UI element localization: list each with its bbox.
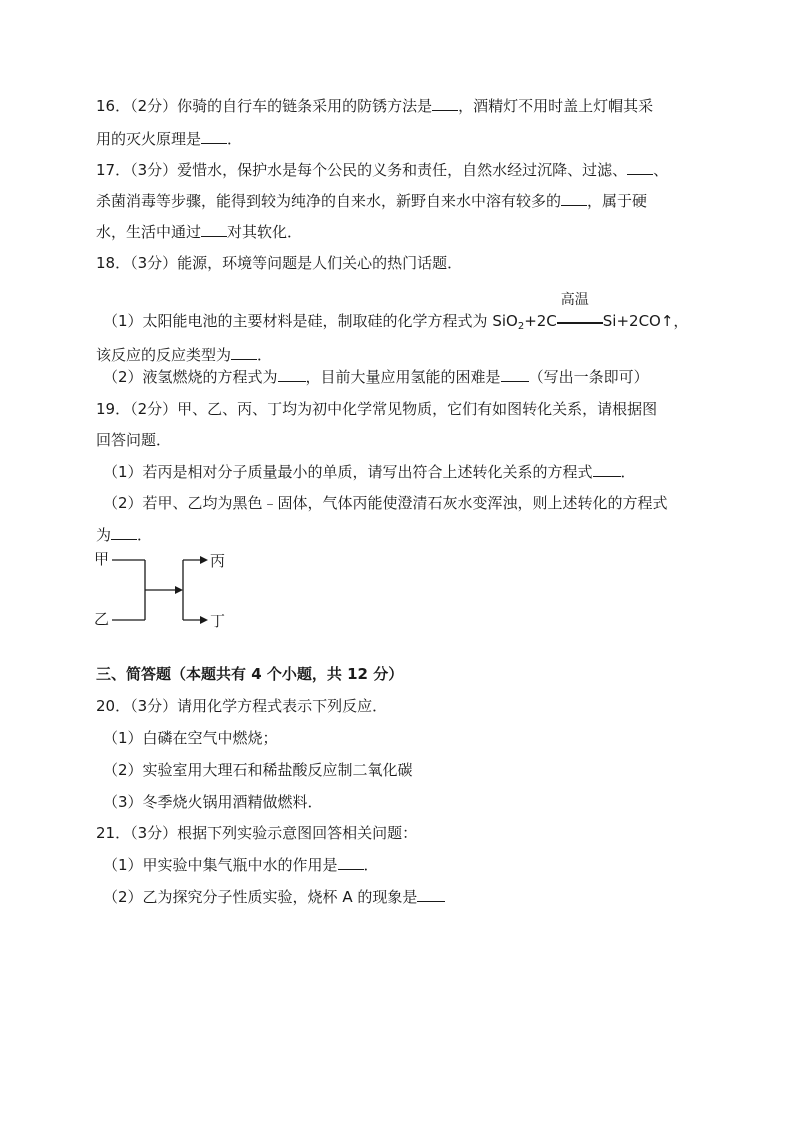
section-heading: 三、简答题（本题共有 4 个小题，共 12 分）	[96, 665, 404, 683]
q19-intro-line1: 19．（2分）甲、乙、丙、丁均为初中化学常见物质，它们有如图转化关系，请根据图	[96, 400, 658, 418]
q21-part1	[103, 855, 379, 875]
q19-text: （1）若丙是相对分子质量最小的单质，请写出符合上述转化关系的方程式	[103, 463, 593, 481]
q17-line1	[96, 160, 668, 180]
q21-text: （2）乙为探究分子性质实验，烧杯 A 的现象是	[103, 888, 418, 906]
q21-part2	[103, 887, 445, 907]
q17-text: 水，生活中通过	[96, 223, 202, 241]
q18-intro: 18．（3分）能源，环境等问题是人们关心的热门话题．	[96, 254, 463, 272]
reaction-condition	[557, 292, 603, 326]
q20-part1: （1）白磷在空气中燃烧；	[103, 729, 278, 747]
q17-text: 杀菌消毒等步骤，能得到较为纯净的自来水，新野自来水中溶有较多的	[96, 192, 562, 210]
q18-text: ，目前大量应用氢能的困难是	[305, 368, 501, 386]
q19-part2-line2	[96, 525, 152, 545]
q19-text: 为	[96, 526, 112, 544]
q17-text: ，属于硬	[587, 192, 648, 210]
answer-blank	[111, 525, 137, 540]
q21-text: ．	[363, 856, 379, 874]
answer-blank	[338, 855, 364, 870]
answer-blank	[278, 367, 306, 382]
q19-text: ．	[137, 526, 153, 544]
q21-intro: 21．（3分）根据下列实验示意图回答相关问题：	[96, 824, 418, 842]
conversion-diagram	[90, 546, 250, 632]
answer-blank	[432, 96, 458, 111]
answer-blank	[417, 887, 445, 902]
q16-text: ，酒精灯不用时盖上灯帽其采	[458, 97, 654, 115]
label-bing: 丙	[210, 552, 226, 570]
subscript: 2	[517, 321, 525, 332]
q19-intro-line2: 回答问题．	[96, 431, 172, 449]
q19-text: ．	[620, 463, 636, 481]
q16-line2	[96, 129, 242, 149]
q17-text: 、	[653, 161, 669, 179]
q20-part3: （3）冬季烧火锅用酒精做燃料．	[103, 793, 323, 811]
answer-blank	[627, 160, 653, 175]
q18-part1	[103, 292, 689, 337]
label-ding: 丁	[210, 612, 226, 630]
q18-text: ．	[257, 346, 273, 364]
q16-text: ．	[227, 130, 243, 148]
q18-text: +2C	[524, 312, 557, 330]
q19-part2: （2）若甲、乙均为黑色﹣固体，气体丙能使澄清石灰水变浑浊，则上述转化的方程式	[103, 494, 668, 512]
condition-text: 高温	[560, 292, 589, 308]
equation-bar	[557, 322, 603, 324]
q18-part2	[103, 367, 649, 387]
q18-text: （1）太阳能电池的主要材料是硅，制取硅的化学方程式为 SiO	[103, 312, 518, 330]
q19-part1	[103, 462, 636, 482]
q17-line2	[96, 191, 647, 211]
q16-line1	[96, 96, 653, 116]
q17-text: 17．（3分）爱惜水，保护水是每个公民的义务和责任，自然水经过沉降、过滤、	[96, 161, 628, 179]
q18-text: 该反应的反应类型为	[96, 346, 232, 364]
q16-text: 用的灭火原理是	[96, 130, 202, 148]
q18-part1-line2	[96, 345, 272, 365]
q17-text: 对其软化．	[227, 223, 303, 241]
diagram-arrows	[90, 546, 250, 632]
label-yi: 乙	[94, 610, 110, 628]
answer-blank	[501, 367, 529, 382]
q18-text: （写出一条即可）	[528, 368, 649, 386]
answer-blank	[231, 345, 257, 360]
q20-part2: （2）实验室用大理石和稀盐酸反应制二氧化碳	[103, 761, 413, 779]
q17-line3	[96, 222, 302, 242]
q21-text: （1）甲实验中集气瓶中水的作用是	[103, 856, 338, 874]
answer-blank	[201, 222, 227, 237]
answer-blank	[561, 191, 587, 206]
answer-blank	[201, 129, 227, 144]
q16-text: 16．（2分）你骑的自行车的链条采用的防锈方法是	[96, 97, 433, 115]
q18-text: Si+2CO↑，	[602, 312, 689, 330]
q20-intro: 20．（3分）请用化学方程式表示下列反应．	[96, 697, 388, 715]
label-jia: 甲	[94, 550, 110, 568]
q18-text: （2）液氢燃烧的方程式为	[103, 368, 278, 386]
answer-blank	[593, 462, 621, 477]
